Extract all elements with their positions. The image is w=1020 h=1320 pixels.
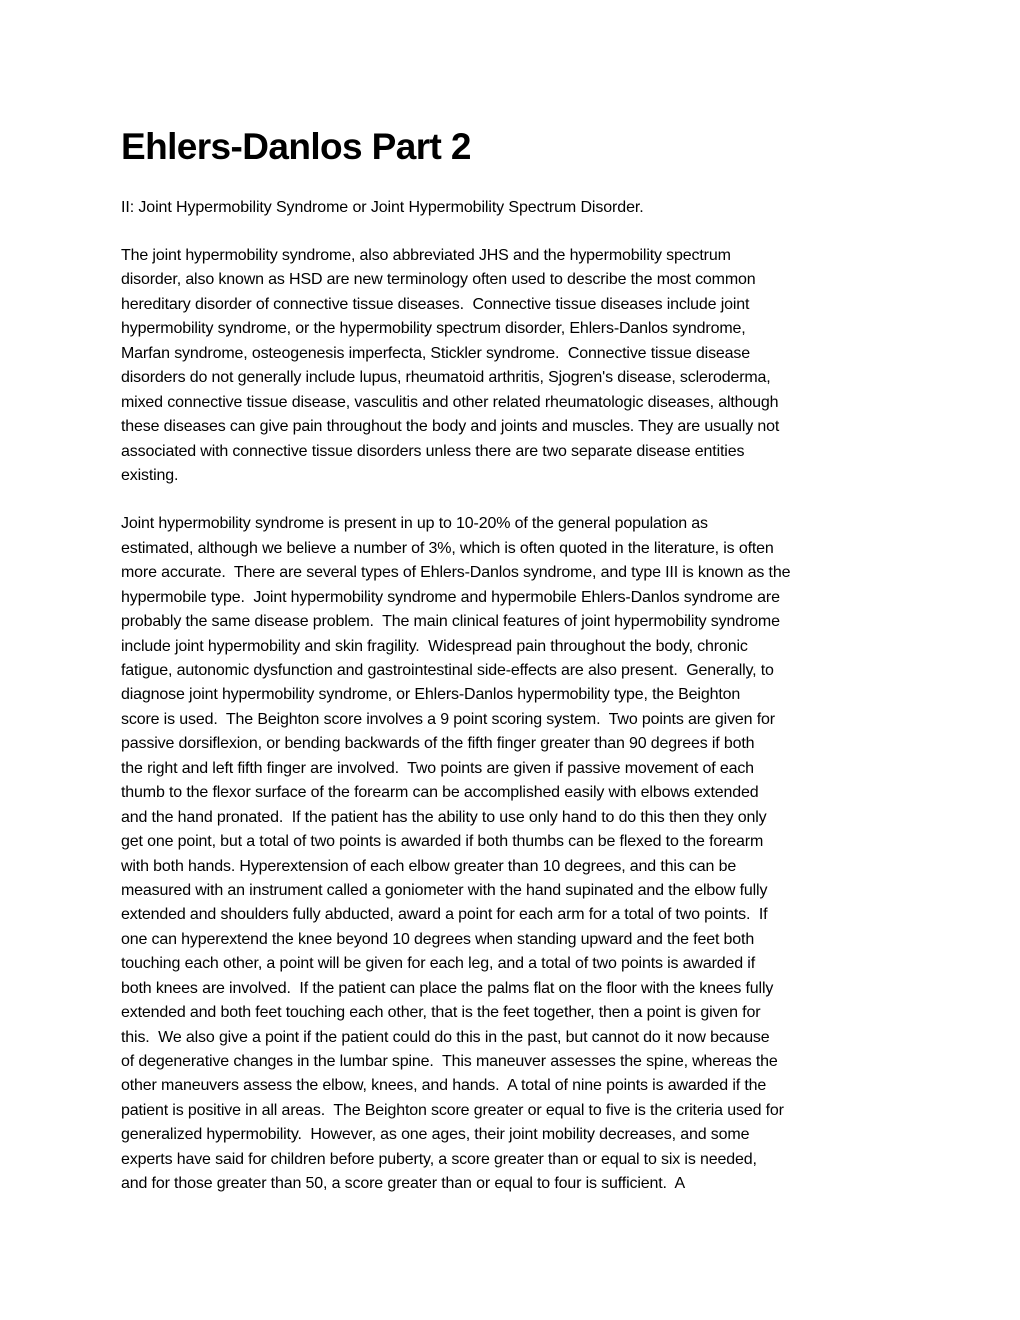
paragraph-line: patient is positive in all areas. The Beighton score greater or equal to five is the criteria used for xyxy=(121,1101,784,1119)
paragraph-line: include joint hypermobility and skin fragility. Widespread pain throughout the body, chronic xyxy=(121,637,748,655)
document-subtitle: II: Joint Hypermobility Syndrome or Joint Hypermobility Spectrum Disorder. xyxy=(121,199,644,216)
paragraph-line: with both hands. Hyperextension of each elbow greater than 10 degrees, and this can be xyxy=(121,857,737,875)
document-title: Ehlers-Danlos Part 2 xyxy=(121,126,471,167)
paragraph-line: diagnose joint hypermobility syndrome, or Ehlers-Danlos hypermobility type, the Beighton xyxy=(121,686,741,704)
paragraph-line: The joint hypermobility syndrome, also abbreviated JHS and the hypermobility spectrum xyxy=(121,247,731,264)
paragraph-line: probably the same disease problem. The main clinical features of joint hypermobility syndrome xyxy=(121,613,780,631)
paragraph-line: hereditary disorder of connective tissue diseases. Connective tissue diseases include joint xyxy=(121,295,750,313)
paragraph-line: these diseases can give pain throughout the body and joints and muscles. They are usually not xyxy=(121,418,780,436)
body-paragraph xyxy=(121,244,911,488)
paragraph-line: experts have said for children before puberty, a score greater than or equal to six is needed, xyxy=(121,1150,757,1168)
paragraph-line: get one point, but a total of two points is awarded if both thumbs can be flexed to the forearm xyxy=(121,833,764,851)
paragraph-line: hypermobility syndrome, or the hypermobility spectrum disorder, Ehlers-Danlos syndrome, xyxy=(121,320,746,338)
paragraph-line: and for those greater than 50, a score greater than or equal to four is sufficient. A xyxy=(121,1175,686,1193)
paragraph-line: generalized hypermobility. However, as one ages, their joint mobility decreases, and some xyxy=(121,1126,750,1144)
paragraph-line: Marfan syndrome, osteogenesis imperfecta, Stickler syndrome. Connective tissue disease xyxy=(121,344,751,362)
paragraph-line: extended and shoulders fully abducted, award a point for each arm for a total of two points. If xyxy=(121,906,768,924)
paragraph-line: passive dorsiflexion, or bending backwards of the fifth finger greater than 90 degrees if both xyxy=(121,735,755,753)
paragraph-line: disorder, also known as HSD are new terminology often used to describe the most common xyxy=(121,271,756,289)
body-paragraph xyxy=(121,512,911,1196)
paragraph-line: and the hand pronated. If the patient has the ability to use only hand to do this then they only xyxy=(121,808,767,826)
paragraph-line: touching each other, a point will be given for each leg, and a total of two points is awarded if xyxy=(121,955,756,973)
paragraph-line: more accurate. There are several types of Ehlers-Danlos syndrome, and type III is known as the xyxy=(121,564,791,582)
paragraph-line: mixed connective tissue disease, vasculitis and other related rheumatologic diseases, although xyxy=(121,393,779,411)
paragraph-line: associated with connective tissue disorders unless there are two separate disease entities xyxy=(121,442,745,460)
paragraph-line: existing. xyxy=(121,466,179,484)
paragraph-line: estimated, although we believe a number of 3%, which is often quoted in the literature, is often xyxy=(121,539,774,557)
paragraph-line: one can hyperextend the knee beyond 10 degrees when standing upward and the feet both xyxy=(121,930,755,948)
paragraph-line: the right and left fifth finger are involved. Two points are given if passive movement of each xyxy=(121,759,754,777)
paragraph-line: score is used. The Beighton score involves a 9 point scoring system. Two points are given for xyxy=(121,710,775,728)
paragraph-line: thumb to the flexor surface of the forearm can be accomplished easily with elbows extended xyxy=(121,784,759,802)
paragraph-line: disorders do not generally include lupus, rheumatoid arthritis, Sjogren's disease, scleroderma, xyxy=(121,369,771,387)
document-page xyxy=(121,124,911,1197)
paragraph-line: hypermobile type. Joint hypermobility syndrome and hypermobile Ehlers-Danlos syndrome are xyxy=(121,588,780,606)
paragraph-line: Joint hypermobility syndrome is present in up to 10-20% of the general population as xyxy=(121,515,708,533)
paragraph-line: both knees are involved. If the patient can place the palms flat on the floor with the knees fully xyxy=(121,979,774,997)
paragraph-line: fatigue, autonomic dysfunction and gastrointestinal side-effects are also present. Generally, to xyxy=(121,662,774,679)
document-body xyxy=(121,244,911,1197)
paragraph-line: other maneuvers assess the elbow, knees, and hands. A total of nine points is awarded if the xyxy=(121,1077,767,1095)
paragraph-line: this. We also give a point if the patient could do this in the past, but cannot do it now because xyxy=(121,1028,770,1046)
paragraph-line: extended and both feet touching each other, that is the feet together, then a point is given for xyxy=(121,1004,761,1022)
paragraph-line: measured with an instrument called a goniometer with the hand supinated and the elbow fully xyxy=(121,881,768,899)
paragraph-line: of degenerative changes in the lumbar spine. This maneuver assesses the spine, whereas the xyxy=(121,1053,778,1070)
